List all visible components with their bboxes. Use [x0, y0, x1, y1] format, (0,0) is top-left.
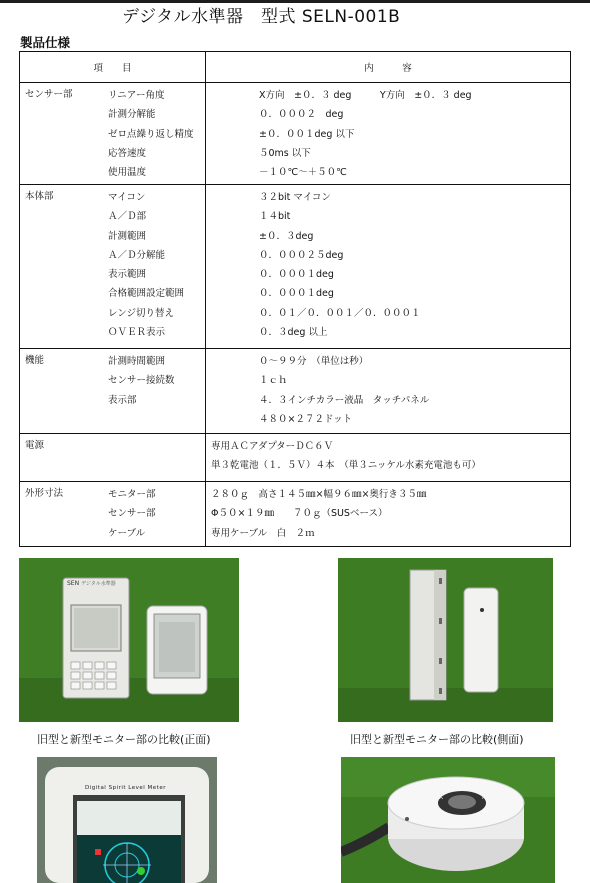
- photo-side-graphic: [338, 558, 553, 722]
- photo-front-graphic: [19, 558, 239, 722]
- value-text: Φ５０×１９㎜ ７０ｇ（SUSベース）: [211, 508, 388, 520]
- value-list: [206, 83, 570, 182]
- old-monitor-sublabel: デジタル水準器: [81, 581, 116, 587]
- category-label: 電源: [25, 440, 45, 451]
- value-text: ０．０００１deg: [259, 269, 334, 281]
- item-list: [20, 349, 205, 410]
- value-text: 専用ＡＣアダプターＤＣ６Ｖ: [211, 441, 334, 452]
- category-label: 機能: [25, 355, 45, 366]
- value-list: [206, 349, 570, 429]
- spec-section-body: [20, 185, 571, 349]
- value-list: [206, 185, 570, 342]
- photo-sensor: [341, 757, 555, 883]
- sensor-axis-x: X: [439, 794, 444, 801]
- value-text: ５0ms 以下: [259, 147, 311, 159]
- value-text: ４．３インチカラー液晶 タッチパネル: [259, 394, 430, 406]
- caption-front: 旧型と新型モニター部の比較(正面): [37, 733, 211, 746]
- value-text: ０．０００２５deg: [259, 249, 344, 261]
- spec-section-power: [20, 434, 571, 482]
- item-label: 使用温度: [108, 167, 147, 179]
- value-list: [206, 482, 570, 543]
- value-text: ３２bit マイコン: [259, 192, 331, 203]
- screen-title: Digital Spirit Level Meter: [85, 785, 166, 791]
- item-label: 表示範囲: [108, 269, 147, 281]
- item-label: マイコン: [108, 192, 146, 203]
- value-list: [206, 434, 570, 476]
- value-text: －１０℃～＋５０℃: [259, 167, 347, 179]
- value-text: ２８０ｇ 高さ１４５㎜×幅９６㎜×奥行き３５㎜: [211, 489, 427, 500]
- value-text: １ｃｈ: [259, 375, 288, 387]
- value-text: 単３乾電池（１．５Ｖ）４本 （単３ニッケル水素充電池も可）: [211, 460, 481, 472]
- item-label: モニター部: [108, 489, 156, 500]
- photo-monitor-screen: [37, 757, 217, 883]
- spec-header-row: [20, 52, 571, 83]
- category-label: 本体部: [25, 191, 54, 202]
- category-label: 外形寸法: [25, 488, 64, 499]
- item-label: Ａ／Ｄ部: [108, 211, 147, 223]
- item-label: 計測時間範囲: [108, 356, 166, 367]
- item-label: 計測範囲: [108, 230, 147, 242]
- item-label: 表示部: [108, 394, 137, 406]
- value-text: ４８０×２７２ドット: [259, 413, 353, 425]
- item-label: ゼロ点繰り返し精度: [108, 128, 194, 140]
- value-text: ０．０１／０．００１／０．０００１: [259, 307, 421, 319]
- value-text: ０～９９分 （単位は秒）: [259, 356, 369, 367]
- header-content: 内 容: [206, 52, 571, 83]
- item-label: リニアー角度: [108, 90, 165, 101]
- item-label: 応答速度: [108, 147, 147, 159]
- item-label: ケーブル: [108, 527, 146, 539]
- value-text: ０．０００２ deg: [259, 109, 344, 121]
- page-title: デジタル水準器 型式 SELN-001B: [122, 7, 401, 27]
- spec-table: [19, 51, 571, 547]
- item-list: [20, 185, 205, 342]
- item-label: Ａ／Ｄ分解能: [108, 249, 166, 261]
- spec-section-sensor: [20, 83, 571, 185]
- spec-section-dimensions: [20, 482, 571, 547]
- category-label: センサー部: [25, 89, 73, 100]
- value-text: ±０．００１deg 以下: [259, 128, 355, 140]
- value-text: １４bit: [259, 211, 291, 223]
- photo-sensor-graphic: [341, 757, 555, 883]
- section-title: 製品仕様: [20, 35, 71, 50]
- photo-screen-graphic: [37, 757, 217, 883]
- value-text: ０．０００１deg: [259, 288, 334, 300]
- photo-front-comparison: [19, 558, 239, 722]
- sensor-axis-y: Y: [481, 794, 485, 801]
- caption-side: 旧型と新型モニター部の比較(側面): [350, 733, 524, 746]
- item-label: ＯＶＥＲ表示: [108, 327, 166, 339]
- value-text: 専用ケーブル 白 ２ｍ: [211, 527, 315, 539]
- item-label: センサー部: [108, 508, 156, 520]
- old-monitor-label: SEN: [67, 580, 80, 587]
- value-text: ±０．３deg: [259, 230, 314, 242]
- item-label: 合格範囲設定範囲: [108, 288, 185, 300]
- item-label: レンジ切り替え: [108, 307, 175, 319]
- header-item: 項 目: [20, 52, 206, 83]
- item-label: センサー接続数: [108, 375, 175, 387]
- item-label: 計測分解能: [108, 109, 156, 121]
- value-text: ０．３deg 以上: [259, 327, 328, 339]
- spec-section-function: [20, 349, 571, 434]
- photo-side-comparison: [338, 558, 553, 722]
- value-text: X方向 ±０．３ deg Y方向 ±０．３ deg: [259, 90, 472, 101]
